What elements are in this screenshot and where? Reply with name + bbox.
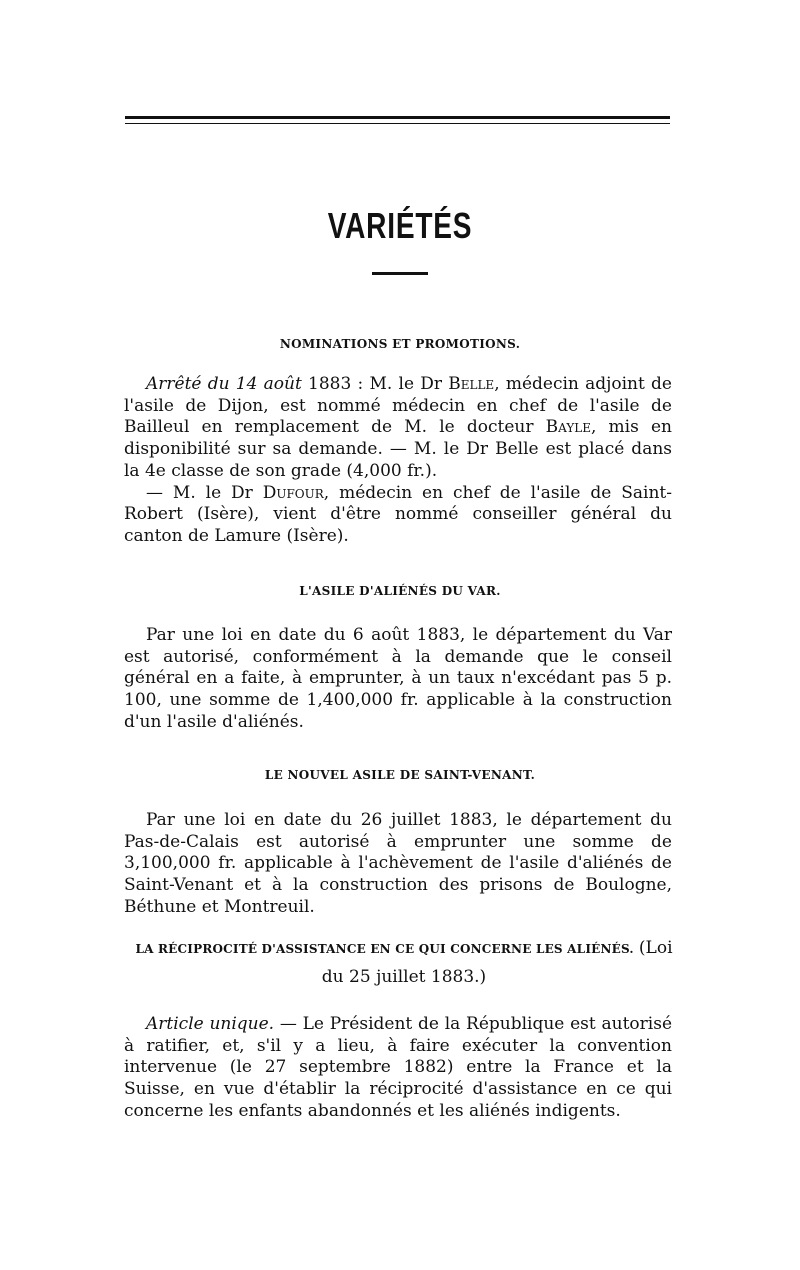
paragraph [124, 374, 672, 483]
person-name: Belle [448, 374, 495, 394]
text-run: , médecin adjoint de l'asile de Dijon, est nommé médecin en chef de l'asile de Bailleul en remplacement de M. le docteur [124, 374, 672, 438]
section-heading-var: L'ASILE D'ALIÉNÉS DU VAR. [299, 584, 501, 598]
heading-law-date: (Loi du 25 juillet 1883.) [321, 938, 673, 987]
header-rule-thick [125, 116, 670, 119]
heading-caps: LA RÉCIPROCITÉ D'ASSISTANCE EN CE QUI CONCERNE LES ALIÉNÉS. [135, 942, 634, 956]
section-body-saint-venant [124, 810, 672, 919]
text-run: , mis en disponibilité sur sa demande. — M. le Dr Belle est placé dans la 4e classe de son grade (4,000 fr.). [124, 417, 672, 481]
text-run: — M. le Dr [146, 482, 263, 503]
paragraph [124, 1014, 672, 1123]
paragraph: Par une loi en date du 6 août 1883, le département du Var est autorisé, conformément à la demande que le conseil général en a faite, à emprunter, à un taux n'excédant pas 5 p. 100, une somme de 1,400,000 fr. applicable à la construction d'un l'asile d'aliénés. [124, 625, 672, 732]
section-heading-nominations: NOMINATIONS ET PROMOTIONS. [279, 337, 521, 351]
person-name: Dufour [262, 482, 324, 503]
section-heading-saint-venant: LE NOUVEL ASILE DE SAINT-VENANT. [264, 768, 536, 782]
section-body-nominations [124, 374, 672, 548]
header-rule-thin [125, 123, 670, 124]
title-rule [372, 272, 428, 275]
text-run: 1883 : M. le Dr [301, 374, 449, 394]
section-body-var [124, 625, 672, 734]
decree-lead: Arrêté du 14 août [146, 374, 302, 394]
paragraph [124, 483, 672, 548]
page-title: VARIÉTÉS [327, 205, 473, 246]
section-heading-reciprocite [124, 934, 684, 991]
paragraph: Par une loi en date du 26 juillet 1883, le département du Pas-de-Calais est autorisé à emprunter une somme de 3,100,000 fr. applicable à l'achèvement de l'asile d'aliénés de Saint-Venant et à la construction des prisons de Boulogne, Béthune et Montreuil. [124, 810, 672, 917]
section-body-reciprocite [124, 1014, 672, 1123]
article-lead: Article unique. [146, 1014, 275, 1034]
text-run: — Le Président de la République est autorisé à ratifier, et, s'il y a lieu, à faire exécuter la convention intervenue (le 27 septembre 1882) entre la France et la Suisse, en vue d'établir la réciprocité d'assistance en ce qui concerne les enfants abandonnés et les aliénés indigents. [124, 1014, 673, 1121]
text-run: , médecin en chef de l'asile de Saint-Robert (Isère), vient d'être nommé conseiller général du canton de Lamure (Isère). [124, 482, 673, 546]
person-name: Bayle [545, 417, 591, 438]
